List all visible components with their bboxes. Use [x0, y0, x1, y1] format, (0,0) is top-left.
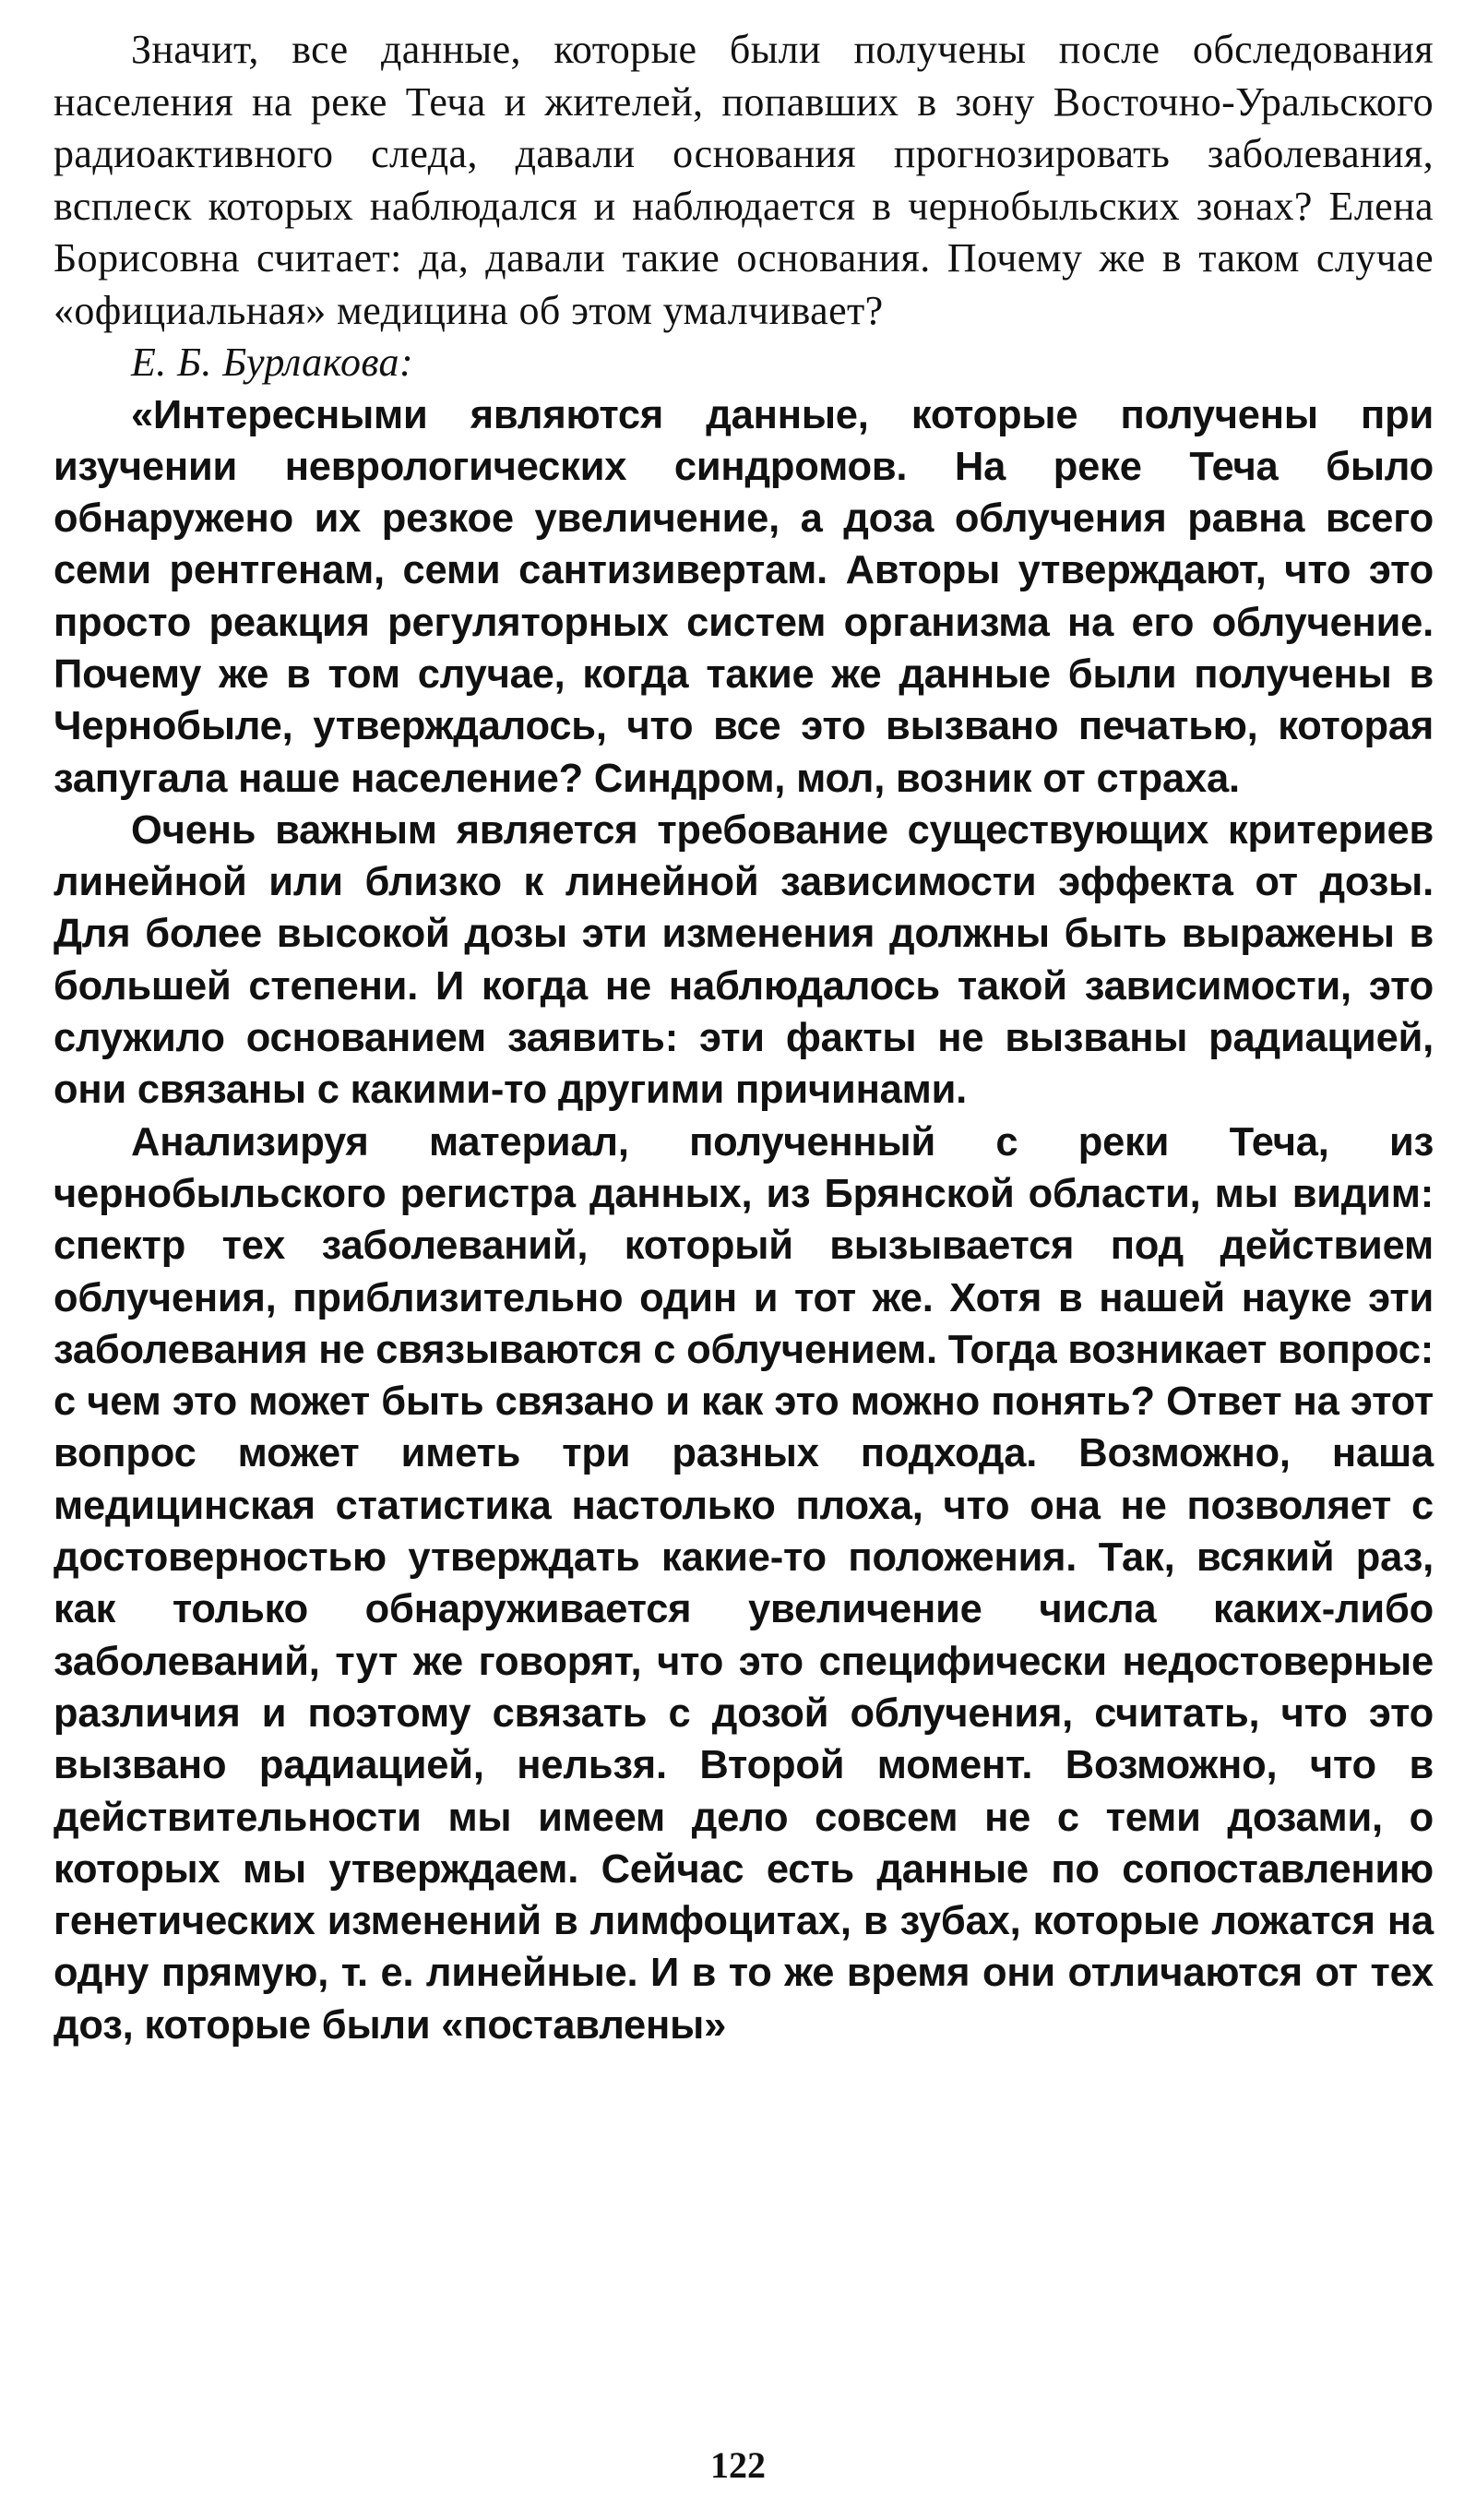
intro-paragraph: Значит, все данные, которые были получены после обследования населения на реке Теча и жителей, попавших в зону Восточно-Уральского радиоактивного следа, давали основания прогнозировать заболевания, всплеск которых наблюдался и наблюдается в чернобыльских зонах? Елена Борисовна считает: да, давали такие основания. Почему же в таком случае «официальная» медицина об этом умалчивает? [54, 27, 1434, 333]
quote-paragraph-2: Очень важным является требование существующих критериев линейной или близко к линейной зависимости эффекта от дозы. Для более высокой дозы эти изменения должны быть выражены в большей степени. И когда не наблюдалось такой зависимости, это служило основанием заявить: эти факты не вызваны радиацией, они связаны с какими-то другими причинами. [54, 807, 1434, 1113]
quote-paragraph-1: «Интересными являются данные, которые получены при изучении неврологических синдромов. На реке Теча было обнаружено их резкое увеличение, а доза облучения равна всего семи рентгенам, семи сантизивертам. Авторы утверждают, что это просто реакция регуляторных систем организма на его облучение. Почему же в том случае, когда такие же данные были получены в Чернобыле, утверждалось, что все это вызвано печатью, которая запугала наше население? Синдром, мол, возник от страха. [54, 392, 1434, 801]
speaker-attribution: Е. Б. Бурлакова: [131, 340, 413, 385]
page-body [54, 24, 1434, 2051]
page-number: 122 [710, 2444, 766, 2486]
quote-paragraph-3: Анализируя материал, полученный с реки Теча, из чернобыльского регистра данных, из Брянской области, мы видим: спектр тех заболеваний, который вызывается под действием облучения, приблизительно один и тот же. Хотя в нашей науке эти заболевания не связываются с облучением. Тогда возникает вопрос: с чем это может быть связано и как это можно понять? Ответ на этот вопрос может иметь три разных подхода. Возможно, наша медицинская статистика настолько плоха, что она не позволяет с достоверностью утверждать какие-то положения. Так, всякий раз, как только обнаруживается увеличение числа каких-либо заболеваний, тут же говорят, что это специфически недостоверные различия и поэтому связать с дозой облучения, считать, что это вызвано радиацией, нельзя. Второй момент. Возможно, что в действительности мы имеем дело совсем не с теми дозами, о которых мы утверждаем. Сейчас есть данные по сопоставлению генетических изменений в лимфоцитах, в зубах, которые ложатся на одну прямую, т. е. линейные. И в то же время они отличаются от тех доз, которые были «поставлены» [54, 1119, 1434, 2048]
